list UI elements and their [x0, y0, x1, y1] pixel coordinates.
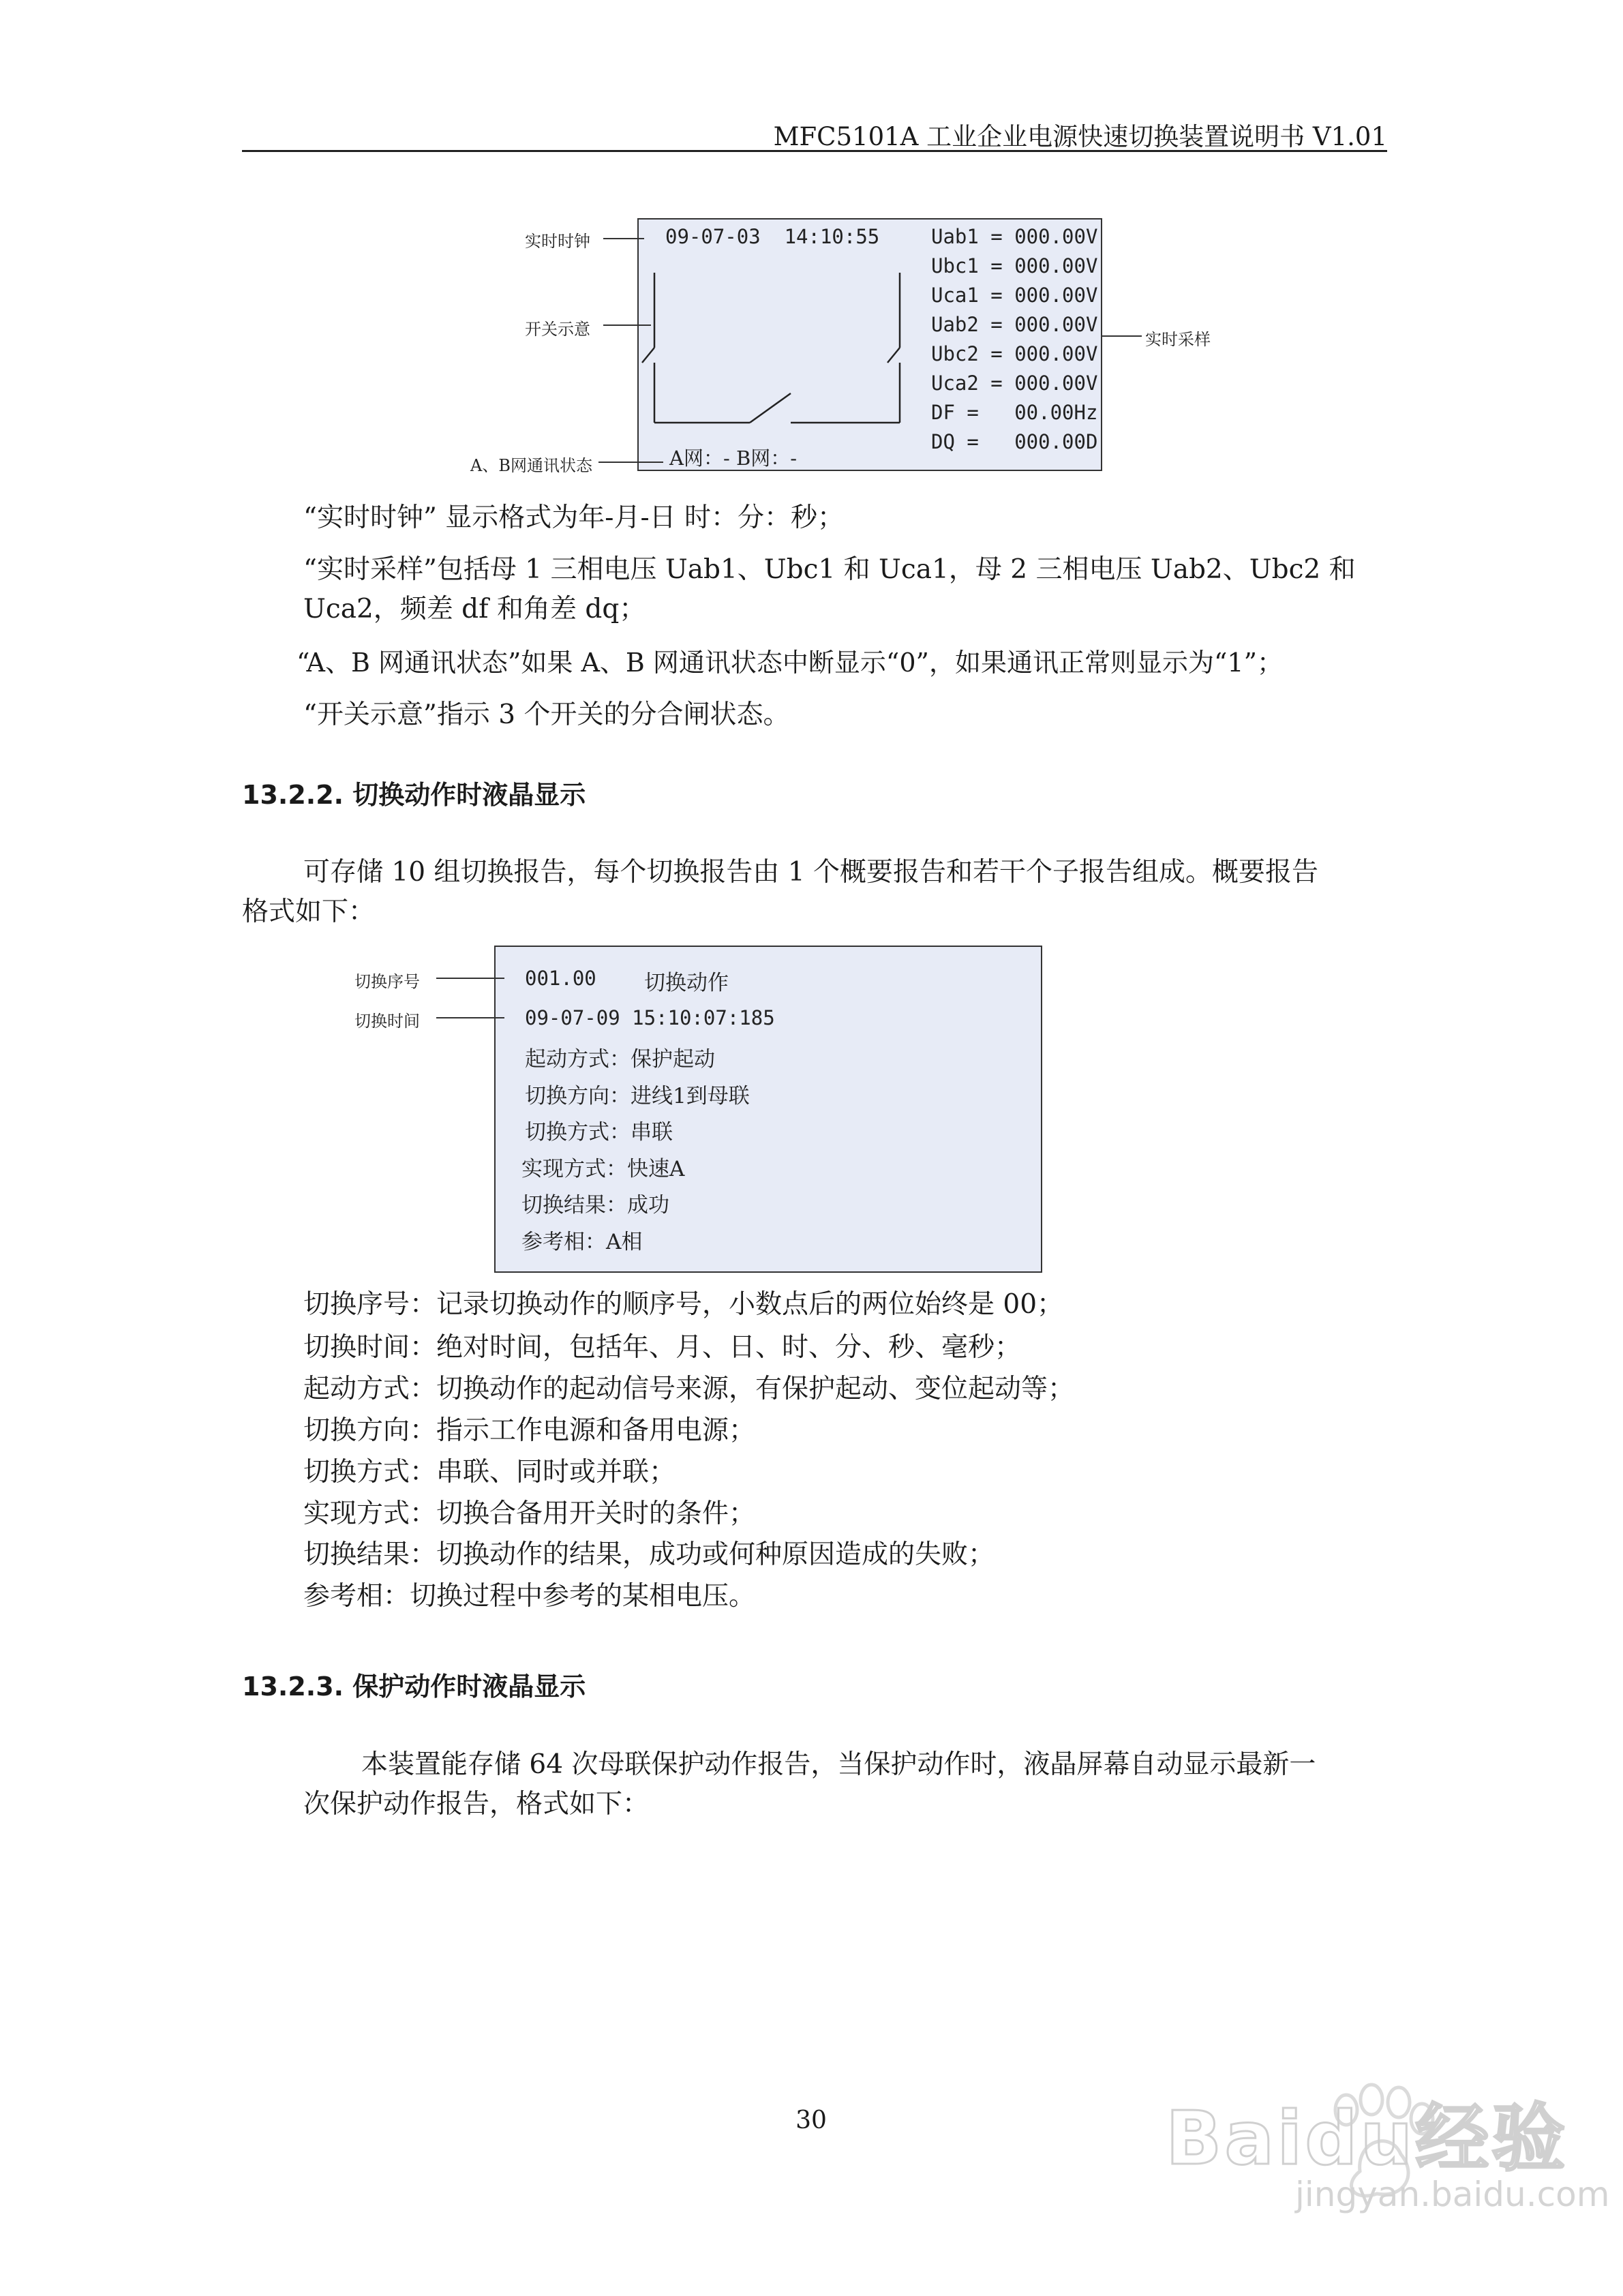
report-result: 切换结果：成功	[521, 1193, 669, 1218]
section-heading-13-2-3: 13.2.3. 保护动作时液晶显示	[242, 1672, 586, 1702]
label-realtime-clock: 实时时钟	[525, 232, 590, 251]
desc2-line-3: 起动方式：切换动作的起动信号来源，有保护起动、变位起动等；	[303, 1374, 1075, 1404]
report-start-mode: 起动方式：保护起动	[525, 1047, 715, 1072]
desc2-line-1: 切换序号：记录切换动作的顺序号，小数点后的两位始终是 00；	[303, 1289, 1064, 1320]
desc2-line-7: 切换结果：切换动作的结果，成功或何种原因造成的失败；	[303, 1539, 995, 1570]
reading-ubc2: Ubc2 = 000.00V	[931, 342, 1098, 365]
section2-intro-line-2: 格式如下：	[242, 896, 376, 927]
document-header: MFC5101A 工业企业电源快速切换装置说明书 V1.01	[773, 122, 1387, 151]
report-seq-code: 001.00	[525, 967, 596, 990]
report-ref-phase: 参考相：A相	[521, 1230, 643, 1254]
reading-uca1: Uca1 = 000.00V	[931, 284, 1098, 307]
switch-diagram	[637, 218, 930, 429]
report-direction: 切换方向：进线1到母联	[525, 1084, 750, 1108]
baidu-watermark	[1118, 2038, 1610, 2216]
label-switch-time: 切换时间	[354, 1012, 420, 1031]
leader-seq	[436, 978, 504, 979]
label-switch-indication: 开关示意	[525, 320, 590, 339]
leader-network	[598, 462, 663, 463]
lcd-screen-2	[494, 946, 1042, 1273]
report-impl-mode: 实现方式：快速A	[521, 1157, 685, 1181]
desc1-line-3: Uca2，频差 df 和角差 dq；	[303, 594, 646, 624]
desc1-line-5: “开关示意”指示 3 个开关的分合闸状态。	[303, 699, 790, 730]
section3-intro-line-1: 本装置能存储 64 次母联保护动作报告，当保护动作时，液晶屏幕自动显示最新一	[361, 1749, 1316, 1780]
header-rule	[242, 150, 1387, 152]
reading-uab1: Uab1 = 000.00V	[931, 225, 1098, 248]
label-switch-seq: 切换序号	[354, 972, 420, 991]
lcd-network-status: A网：- B网：-	[669, 447, 798, 470]
desc2-line-4: 切换方向：指示工作电源和备用电源；	[303, 1415, 756, 1446]
leader-sampling	[1101, 335, 1142, 337]
desc2-line-6: 实现方式：切换合备用开关时的条件；	[303, 1498, 756, 1529]
section3-intro-line-2: 次保护动作报告，格式如下：	[303, 1789, 650, 1819]
desc1-line-2: “实时采样”包括母 1 三相电压 Uab1、Ubc1 和 Uca1，母 2 三相电压 Uab2、Ubc2 和	[303, 554, 1356, 585]
lcd-datetime: 09-07-03 14:10:55	[665, 225, 880, 248]
section2-intro-line-1: 可存储 10 组切换报告，每个切换报告由 1 个概要报告和若干个子报告组成。概要报告	[303, 857, 1319, 888]
watermark-brand: Baidu经验	[1166, 2096, 1568, 2181]
watermark-url: jingyan.baidu.com	[1295, 2175, 1610, 2214]
report-datetime: 09-07-09 15:10:07:185	[525, 1006, 775, 1029]
desc2-line-5: 切换方式：串联、同时或并联；	[303, 1457, 676, 1487]
report-title: 切换动作	[644, 971, 729, 995]
leader-time	[436, 1017, 504, 1018]
reading-dq: DQ = 000.00D	[931, 430, 1098, 453]
reading-uca2: Uca2 = 000.00V	[931, 372, 1098, 395]
reading-uab2: Uab2 = 000.00V	[931, 313, 1098, 336]
section-heading-13-2-2: 13.2.2. 切换动作时液晶显示	[242, 780, 586, 810]
desc2-line-8: 参考相：切换过程中参考的某相电压。	[303, 1581, 756, 1612]
desc2-line-2: 切换时间：绝对时间，包括年、月、日、时、分、秒、毫秒；	[303, 1332, 1022, 1363]
desc1-line-4: “A、B 网通讯状态”如果 A、B 网通讯状态中断显示“0”，如果通讯正常则显示为“1”；	[297, 648, 1283, 678]
page-number: 30	[795, 2106, 827, 2134]
report-switch-mode: 切换方式：串联	[525, 1120, 673, 1145]
lcd-readings	[931, 225, 1097, 459]
label-network-status: A、B网通讯状态	[470, 456, 592, 475]
reading-ubc1: Ubc1 = 000.00V	[931, 254, 1098, 277]
reading-df: DF = 00.00Hz	[931, 401, 1098, 424]
label-realtime-sampling: 实时采样	[1145, 330, 1211, 349]
desc1-line-1: “实时时钟” 显示格式为年-月-日 时：分：秒；	[303, 502, 845, 533]
